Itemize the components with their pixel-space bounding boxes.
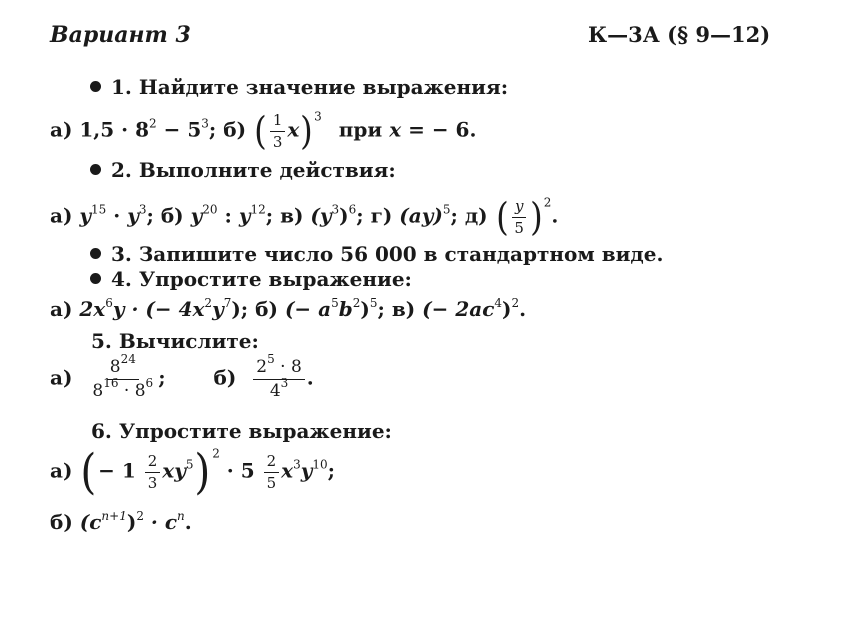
expr: :: [217, 203, 239, 228]
task-6-item-b: [50, 509, 192, 534]
expr: y: [190, 203, 203, 228]
expr: 1,5 · 8: [79, 117, 149, 142]
expr: 8: [109, 357, 121, 377]
expr: 2x: [79, 297, 106, 321]
exponent: 3: [314, 109, 322, 124]
expr: ·: [106, 203, 128, 228]
expr: y: [212, 297, 224, 321]
paren-open: (: [495, 195, 509, 239]
task-2-number: 2.: [111, 158, 132, 182]
expr: y: [238, 203, 251, 228]
exponent: 16: [103, 375, 119, 390]
expr: ·: [118, 380, 135, 401]
expr: ): [360, 297, 370, 321]
expr: y: [79, 203, 92, 228]
exponent: 2: [204, 296, 213, 310]
expr: );: [231, 297, 249, 321]
exponent: 5: [442, 202, 451, 217]
expr: · c: [143, 510, 178, 534]
expr: (− 2ac: [422, 297, 495, 321]
task-4-number: 4.: [111, 267, 132, 291]
task-2-title: Выполните действия:: [138, 158, 396, 182]
expr: − 5: [156, 117, 202, 142]
expr: при: [338, 117, 383, 142]
expr: ): [502, 297, 512, 321]
bullet-icon: [90, 164, 101, 175]
item-label: д): [464, 203, 488, 228]
task-1-items: [50, 109, 477, 153]
expr: x: [389, 117, 402, 142]
exponent: 2: [543, 195, 552, 210]
test-code: К—3А (§ 9—12): [588, 22, 771, 47]
variant-title: Вариант 3: [50, 22, 191, 48]
exponent: 6: [145, 375, 154, 390]
bullet-icon: [90, 248, 101, 259]
exponent: 3: [201, 116, 209, 131]
expr: x: [287, 117, 300, 142]
item-label: б): [160, 203, 184, 228]
expr: ;: [265, 203, 274, 228]
expr: y: [300, 458, 313, 483]
fraction: [89, 352, 156, 401]
expr: .: [551, 203, 559, 228]
fraction: $\frac{1}{3}$: [270, 112, 286, 150]
expr: .: [306, 365, 314, 390]
exponent: 3: [331, 202, 340, 217]
fraction: $\frac{2}{5}$: [264, 453, 280, 491]
task-4-items: [50, 296, 527, 321]
expr: ;: [377, 297, 385, 321]
item-label: б): [50, 510, 73, 534]
expr: ): [339, 203, 349, 228]
expr: ;: [158, 365, 166, 390]
expr: 4: [269, 380, 281, 401]
item-label: а): [50, 458, 73, 483]
item-label: а): [50, 297, 73, 321]
expr: b: [338, 297, 353, 321]
exponent: 6: [105, 296, 113, 310]
paren-close: ): [194, 444, 211, 500]
expr: 8: [92, 380, 104, 401]
paren-close: ): [530, 195, 543, 239]
task-2-heading: [90, 160, 396, 180]
expr: ;: [208, 117, 217, 142]
exponent: 24: [120, 352, 136, 366]
exponent: 3: [280, 375, 289, 390]
expr: (− a: [284, 297, 332, 321]
exponent: 3: [138, 202, 147, 217]
exponent: 4: [494, 296, 503, 310]
exponent: 5: [267, 352, 275, 366]
task-4-title: Упростите выражение:: [138, 267, 412, 291]
exponent: 5: [369, 296, 378, 310]
task-2-items: [50, 195, 559, 239]
exponent: 5: [185, 457, 194, 472]
exponent: 12: [250, 202, 266, 217]
task-3-text: Запишите число 56 000 в стандартном виде.: [138, 242, 664, 266]
item-label: г): [370, 203, 393, 228]
task-5-number: 5.: [91, 329, 112, 353]
task-6-title: Упростите выражение:: [118, 419, 392, 443]
item-label: а): [50, 117, 73, 142]
task-5-heading: [91, 331, 259, 351]
task-6-item-a: [50, 444, 336, 500]
expr: ;: [356, 203, 364, 228]
exponent: n+1: [101, 509, 127, 523]
exponent: 7: [223, 296, 232, 310]
exponent: 2: [511, 296, 520, 310]
exponent: 2: [136, 509, 144, 523]
exponent: 2: [212, 446, 220, 461]
fraction: [253, 352, 305, 401]
expr: = − 6.: [401, 117, 477, 142]
item-label: б): [255, 297, 278, 321]
expr: (c: [79, 510, 102, 534]
task-1-number: 1.: [111, 75, 132, 99]
task-3: [90, 244, 663, 264]
expr: .: [519, 297, 527, 321]
item-label: а): [50, 365, 73, 390]
task-1-heading: [90, 77, 508, 97]
paren-open: (: [254, 109, 267, 153]
exponent: 10: [312, 457, 328, 472]
expr: .: [184, 510, 192, 534]
expr: ): [126, 510, 137, 534]
task-5-items: [50, 352, 314, 401]
task-6-heading: [91, 421, 392, 441]
paren-open: (: [80, 444, 97, 500]
expr: x: [281, 458, 294, 483]
fraction: $\frac{y}{5}$: [511, 198, 527, 236]
expr: y: [127, 203, 139, 228]
exponent: 20: [202, 202, 218, 217]
item-label: а): [50, 203, 73, 228]
expr: xy: [162, 458, 186, 483]
expr: − 1: [98, 458, 136, 483]
expr: (ay): [399, 203, 443, 228]
expr: (y: [310, 203, 332, 228]
item-label: в): [280, 203, 304, 228]
expr: 2: [256, 357, 268, 377]
bullet-icon: [90, 273, 101, 284]
expr: y · (− 4x: [112, 297, 205, 321]
exponent: 15: [91, 202, 107, 217]
item-label: в): [391, 297, 416, 321]
task-3-number: 3.: [111, 242, 132, 266]
task-1-title: Найдите значение выражения:: [138, 75, 509, 99]
exponent: 2: [352, 296, 361, 310]
expr: 8: [134, 380, 146, 401]
task-6-number: 6.: [91, 419, 112, 443]
expr: ;: [450, 203, 458, 228]
expr: ;: [327, 458, 336, 483]
exponent: n: [177, 509, 185, 523]
item-label: б): [213, 365, 237, 390]
task-5-title: Вычислите:: [118, 329, 259, 353]
expr: ;: [146, 203, 154, 228]
fraction: $\frac{2}{3}$: [145, 453, 161, 491]
expr: · 5: [219, 458, 255, 483]
exponent: 2: [149, 116, 157, 131]
bullet-icon: [90, 81, 101, 92]
exponent: 6: [348, 202, 357, 217]
exponent: 5: [331, 296, 339, 310]
exponent: 3: [293, 457, 301, 472]
task-4-heading: [90, 269, 412, 289]
item-label: б): [223, 117, 247, 142]
expr: · 8: [274, 357, 302, 377]
paren-close: ): [300, 109, 314, 153]
